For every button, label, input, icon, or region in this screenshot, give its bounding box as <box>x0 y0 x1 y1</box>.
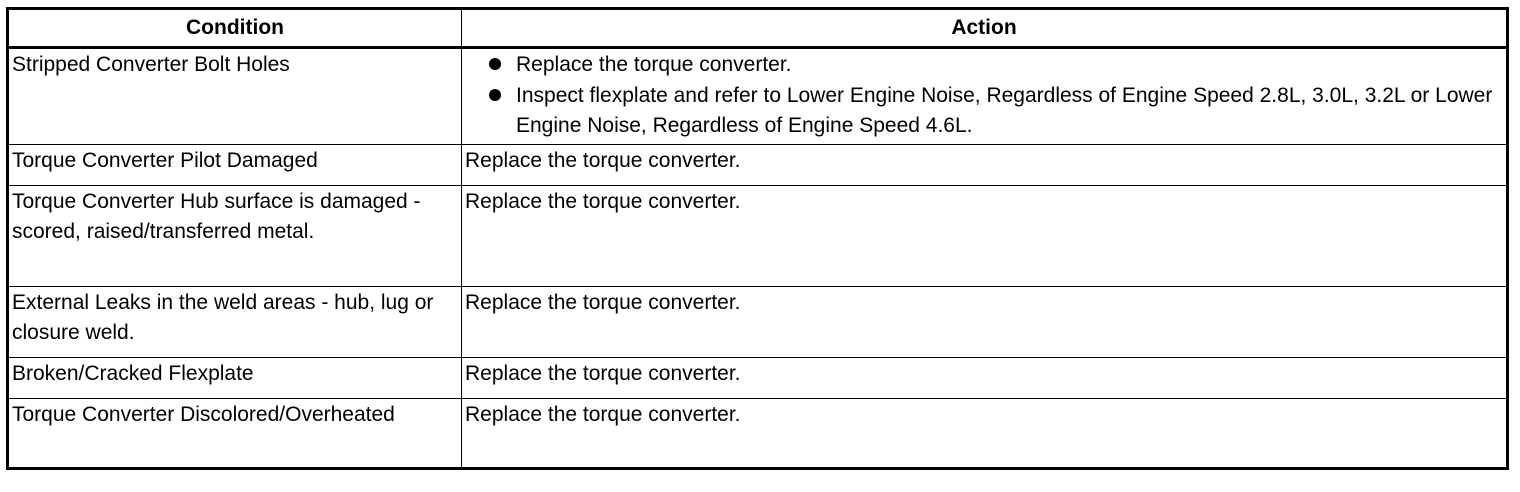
diagnosis-table <box>6 7 1509 470</box>
table-row <box>8 186 1508 287</box>
condition-cell: Torque Converter Discolored/Overheated <box>8 399 462 469</box>
action-bullet-item <box>466 81 1502 141</box>
bullet-icon <box>489 58 501 70</box>
condition-cell: Broken/Cracked Flexplate <box>8 358 462 399</box>
bullet-icon <box>489 89 501 101</box>
action-header: Action <box>462 9 1508 48</box>
action-cell <box>462 48 1508 145</box>
action-bullet-item <box>466 50 1502 80</box>
action-bullet-list <box>466 50 1502 141</box>
action-cell: Replace the torque converter. <box>462 399 1508 469</box>
table-row <box>8 48 1508 145</box>
condition-cell: Torque Converter Pilot Damaged <box>8 145 462 186</box>
condition-cell: External Leaks in the weld areas - hub, lug or closure weld. <box>8 287 462 358</box>
action-bullet-text: Replace the torque converter. <box>516 53 792 76</box>
action-cell: Replace the torque converter. <box>462 145 1508 186</box>
table-row <box>8 145 1508 186</box>
condition-cell: Torque Converter Hub surface is damaged - scored, raised/transferred metal. <box>8 186 462 287</box>
action-bullet-text: Inspect flexplate and refer to Lower Engine Noise, Regardless of Engine Speed 2.8L, 3.0L, 3.2L or Lower Engine Noise, Regardless of Engine Speed 4.6L. <box>516 84 1493 137</box>
header-row <box>8 9 1508 48</box>
action-cell: Replace the torque converter. <box>462 287 1508 358</box>
table-row <box>8 287 1508 358</box>
condition-cell: Stripped Converter Bolt Holes <box>8 48 462 145</box>
condition-header: Condition <box>8 9 462 48</box>
action-cell: Replace the torque converter. <box>462 186 1508 287</box>
action-cell: Replace the torque converter. <box>462 358 1508 399</box>
table-row <box>8 399 1508 469</box>
table-row <box>8 358 1508 399</box>
